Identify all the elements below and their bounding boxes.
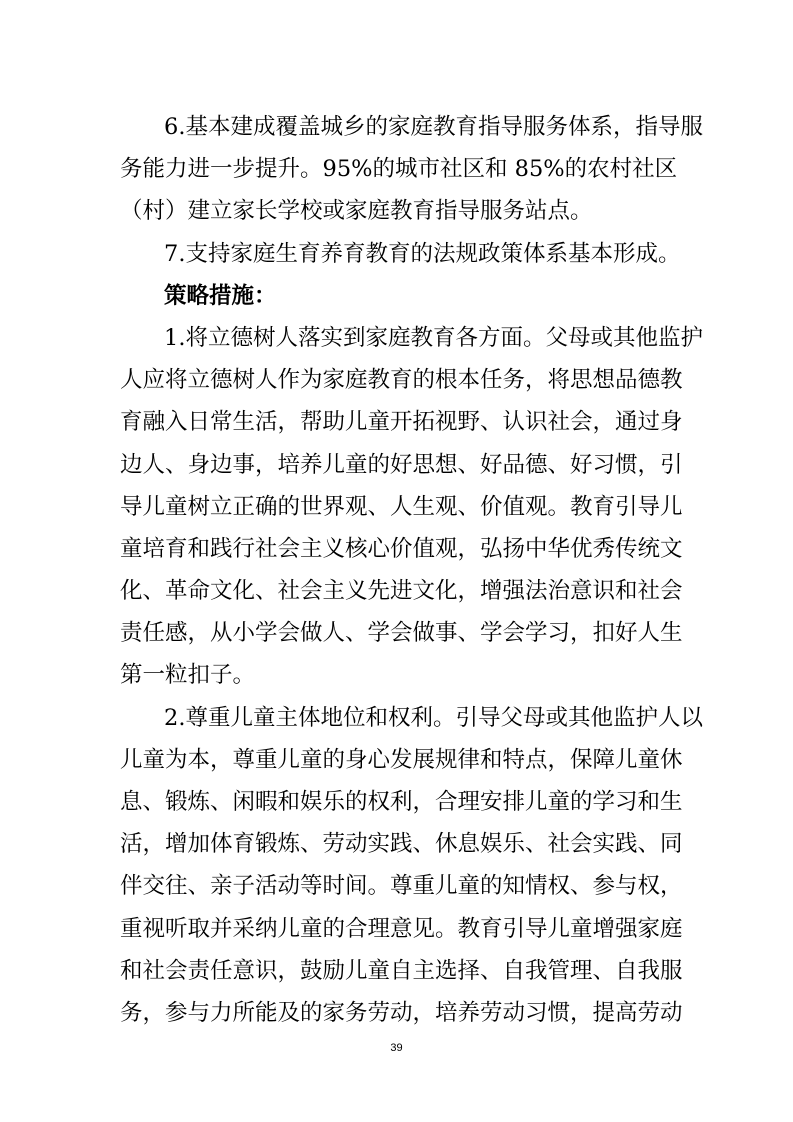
- text-line: 边人、身边事，培养儿童的好思想、好品德、好习惯，引: [120, 451, 683, 478]
- text-line: 伴交往、亲子活动等时间。尊重儿童的知情权、参与权，: [120, 873, 683, 900]
- text-line: 重视听取并采纳儿童的合理意见。教育引导儿童增强家庭: [120, 915, 683, 942]
- text-line: 活，增加体育锻炼、劳动实践、休息娱乐、社会实践、同: [120, 831, 683, 858]
- text-line: 导儿童树立正确的世界观、人生观、价值观。教育引导儿: [120, 493, 683, 520]
- text-line: 6.基本建成覆盖城乡的家庭教育指导服务体系，指导服: [164, 114, 703, 140]
- text-line: 7.支持家庭生育养育教育的法规政策体系基本形成。: [164, 240, 681, 267]
- text-line: 育融入日常生活，帮助儿童开拓视野、认识社会，通过身: [120, 409, 683, 436]
- text-line: 化、革命文化、社会主义先进文化，增强法治意识和社会: [120, 578, 683, 605]
- text-line: 儿童为本，尊重儿童的身心发展规律和特点，保障儿童休: [120, 746, 683, 773]
- text-line: 务能力进一步提升。95%的城市社区和 85%的农村社区: [120, 156, 678, 183]
- text-line: 2.尊重儿童主体地位和权利。引导父母或其他监护人以: [164, 704, 703, 731]
- section-heading: 策略措施：: [164, 282, 277, 309]
- page-number: 39: [390, 1042, 403, 1054]
- body-text: [120, 106, 703, 1034]
- text-line: 童培育和践行社会主义核心价值观，弘扬中华优秀传统文: [120, 535, 683, 562]
- text-line: 责任感，从小学会做人、学会做事、学会学习，扣好人生: [120, 620, 683, 647]
- text-line: 第一粒扣子。: [120, 662, 256, 689]
- text-line: 1.将立德树人落实到家庭教育各方面。父母或其他监护: [164, 324, 703, 351]
- text-line: 务，参与力所能及的家务劳动，培养劳动习惯，提高劳动: [120, 999, 683, 1026]
- text-line: 息、锻炼、闲暇和娱乐的权利，合理安排儿童的学习和生: [120, 789, 683, 815]
- text-line: 人应将立德树人作为家庭教育的根本任务，将思想品德教: [120, 367, 683, 394]
- text-line: 和社会责任意识，鼓励儿童自主选择、自我管理、自我服: [120, 957, 683, 984]
- text-line: （村）建立家长学校或家庭教育指导服务站点。: [120, 198, 593, 225]
